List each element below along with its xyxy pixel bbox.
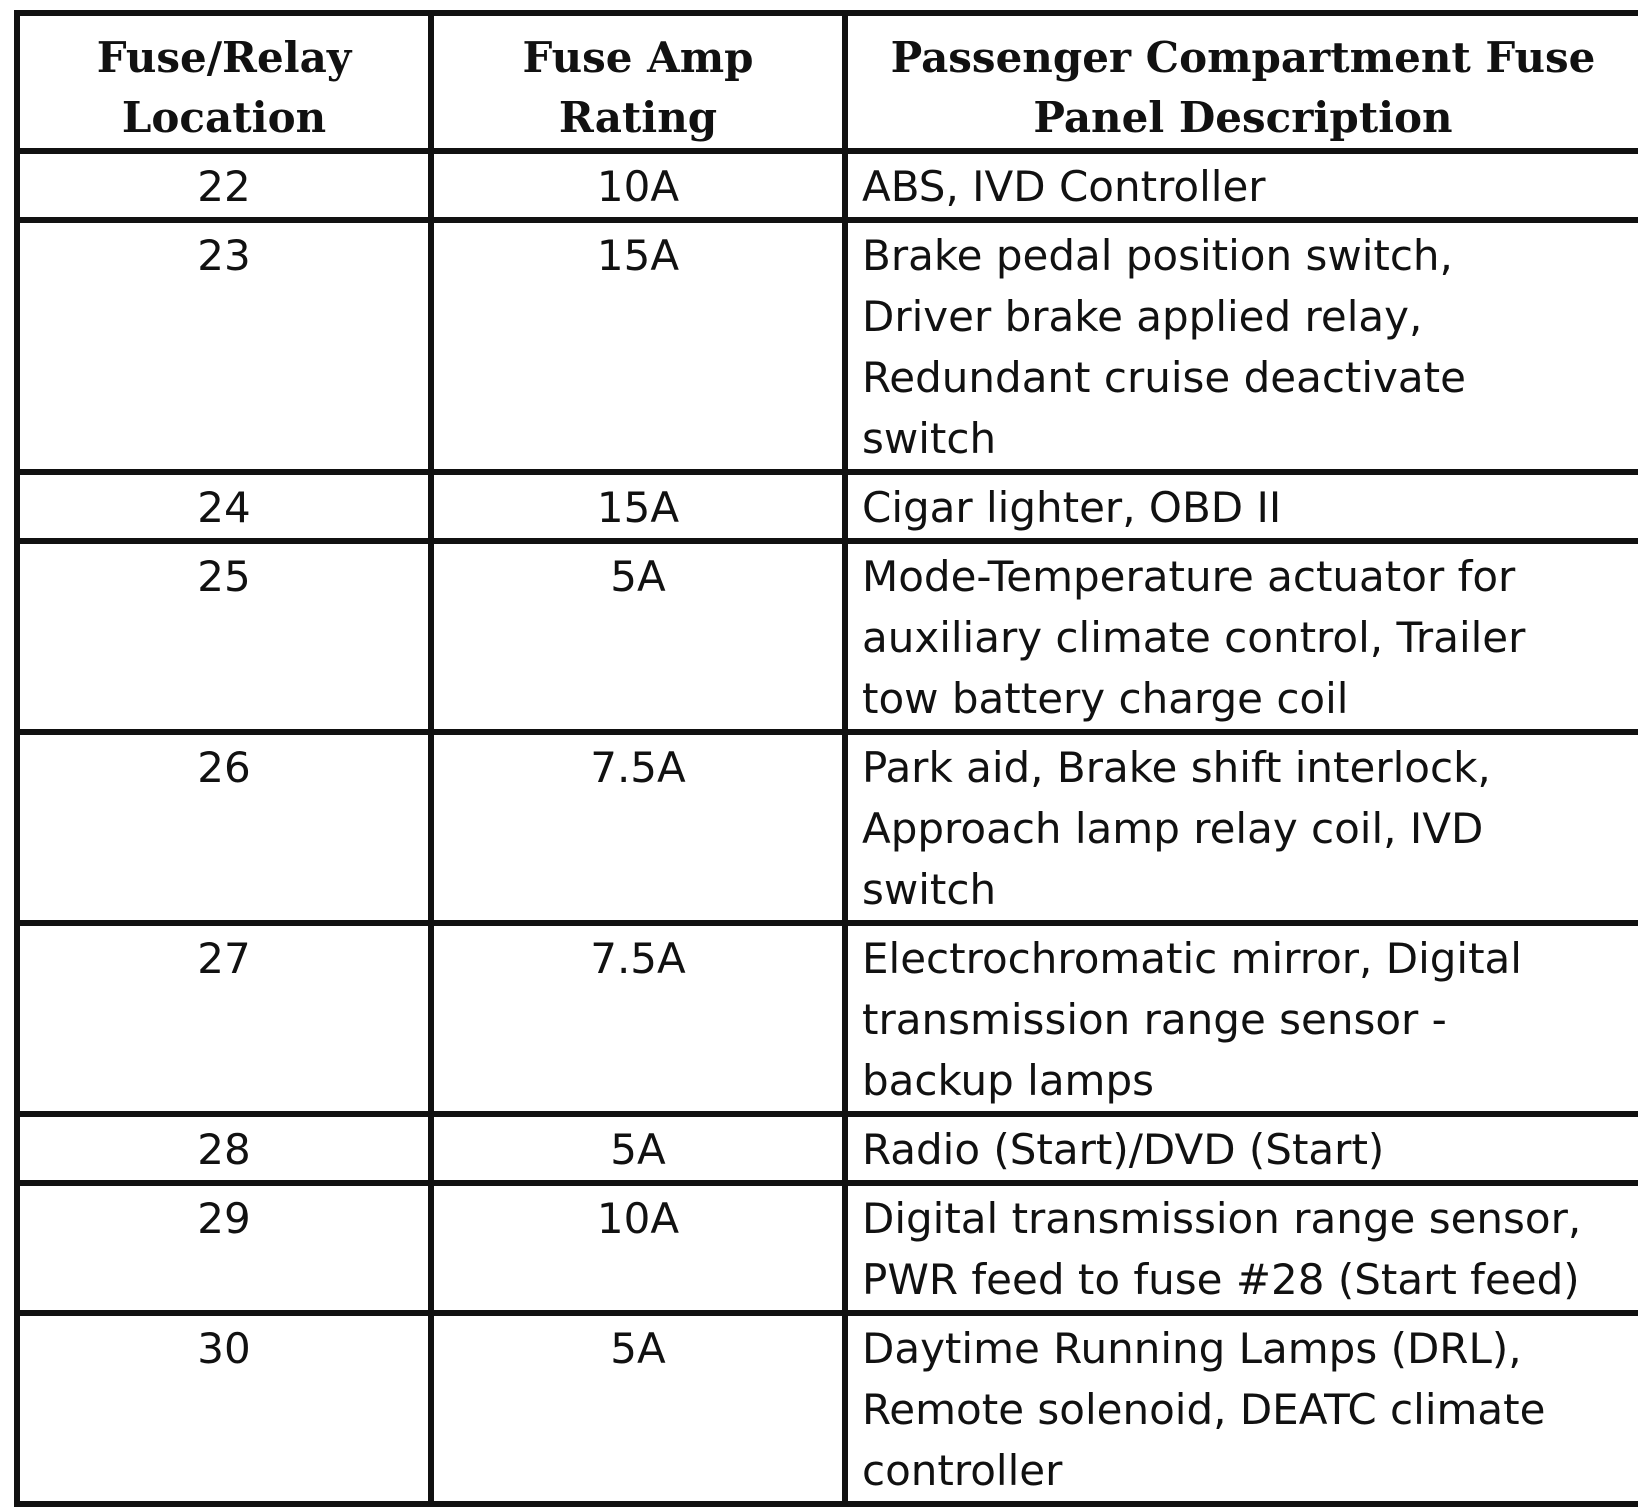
header-description: [845, 13, 1638, 151]
description-line: Park aid, Brake shift interlock,: [862, 743, 1491, 792]
description-line: Radio (Start)/DVD (Start): [862, 1125, 1385, 1174]
table-row: [17, 923, 1638, 1114]
description-line: Approach lamp relay coil, IVD: [862, 804, 1484, 853]
description-line: Daytime Running Lamps (DRL),: [862, 1324, 1522, 1373]
description-line: Mode-Temperature actuator for: [862, 552, 1516, 601]
description-line: controller: [862, 1446, 1063, 1495]
fuse-description-cell: [845, 1313, 1638, 1504]
description-line: switch: [862, 865, 997, 914]
fuse-amp-cell: 5A: [431, 1313, 845, 1504]
description-line: tow battery charge coil: [862, 674, 1349, 723]
fuse-location-cell: 22: [17, 151, 431, 220]
description-line: Electrochromatic mirror, Digital: [862, 934, 1522, 983]
fuse-amp-cell: 15A: [431, 220, 845, 472]
description-line: switch: [862, 414, 997, 463]
fuse-location-cell: 26: [17, 732, 431, 923]
description-line: Driver brake applied relay,: [862, 292, 1423, 341]
fuse-description-cell: [845, 151, 1638, 220]
header-location: [17, 13, 431, 151]
table-row: [17, 541, 1638, 732]
header-amp-line-1: Fuse Amp: [522, 33, 754, 82]
fuse-amp-cell: 5A: [431, 541, 845, 732]
fuse-location-cell: 28: [17, 1114, 431, 1183]
description-line: Brake pedal position switch,: [862, 231, 1453, 280]
fuse-location-cell: 23: [17, 220, 431, 472]
fuse-description-cell: [845, 220, 1638, 472]
fuse-amp-cell: 10A: [431, 151, 845, 220]
fuse-description-cell: [845, 541, 1638, 732]
table-row: [17, 220, 1638, 472]
description-line: ABS, IVD Controller: [862, 162, 1266, 211]
fuse-location-cell: 24: [17, 472, 431, 541]
fuse-description-cell: [845, 923, 1638, 1114]
fuse-location-cell: 29: [17, 1183, 431, 1313]
table-row: [17, 151, 1638, 220]
fuse-description-cell: [845, 1183, 1638, 1313]
fuse-location-cell: 25: [17, 541, 431, 732]
fuse-description-cell: [845, 732, 1638, 923]
description-line: Remote solenoid, DEATC climate: [862, 1385, 1546, 1434]
header-row: [17, 13, 1638, 151]
fuse-amp-cell: 5A: [431, 1114, 845, 1183]
header-location-line-2: Location: [121, 93, 327, 142]
header-description-line-2: Panel Description: [1033, 93, 1453, 142]
header-amp-line-2: Rating: [558, 93, 718, 142]
fuse-amp-cell: 10A: [431, 1183, 845, 1313]
header-amp-rating: [431, 13, 845, 151]
description-line: Digital transmission range sensor,: [862, 1194, 1582, 1243]
description-line: transmission range sensor -: [862, 995, 1447, 1044]
header-location-line-1: Fuse/Relay: [96, 33, 352, 82]
description-line: Cigar lighter, OBD II: [862, 483, 1282, 532]
description-line: PWR feed to fuse #28 (Start feed): [862, 1255, 1580, 1304]
fuse-amp-cell: 7.5A: [431, 732, 845, 923]
description-line: backup lamps: [862, 1056, 1155, 1105]
header-description-line-1: Passenger Compartment Fuse: [890, 33, 1596, 82]
table-row: [17, 1183, 1638, 1313]
fuse-description-cell: [845, 1114, 1638, 1183]
fuse-description-cell: [845, 472, 1638, 541]
table-row: [17, 472, 1638, 541]
description-line: auxiliary climate control, Trailer: [862, 613, 1526, 662]
fuse-location-cell: 27: [17, 923, 431, 1114]
description-line: Redundant cruise deactivate: [862, 353, 1466, 402]
fuse-amp-cell: 15A: [431, 472, 845, 541]
fuse-amp-cell: 7.5A: [431, 923, 845, 1114]
fuse-table: [14, 10, 1638, 1507]
table-row: [17, 732, 1638, 923]
table-row: [17, 1114, 1638, 1183]
table-row: [17, 1313, 1638, 1504]
fuse-location-cell: 30: [17, 1313, 431, 1504]
table-body: [17, 151, 1638, 1504]
